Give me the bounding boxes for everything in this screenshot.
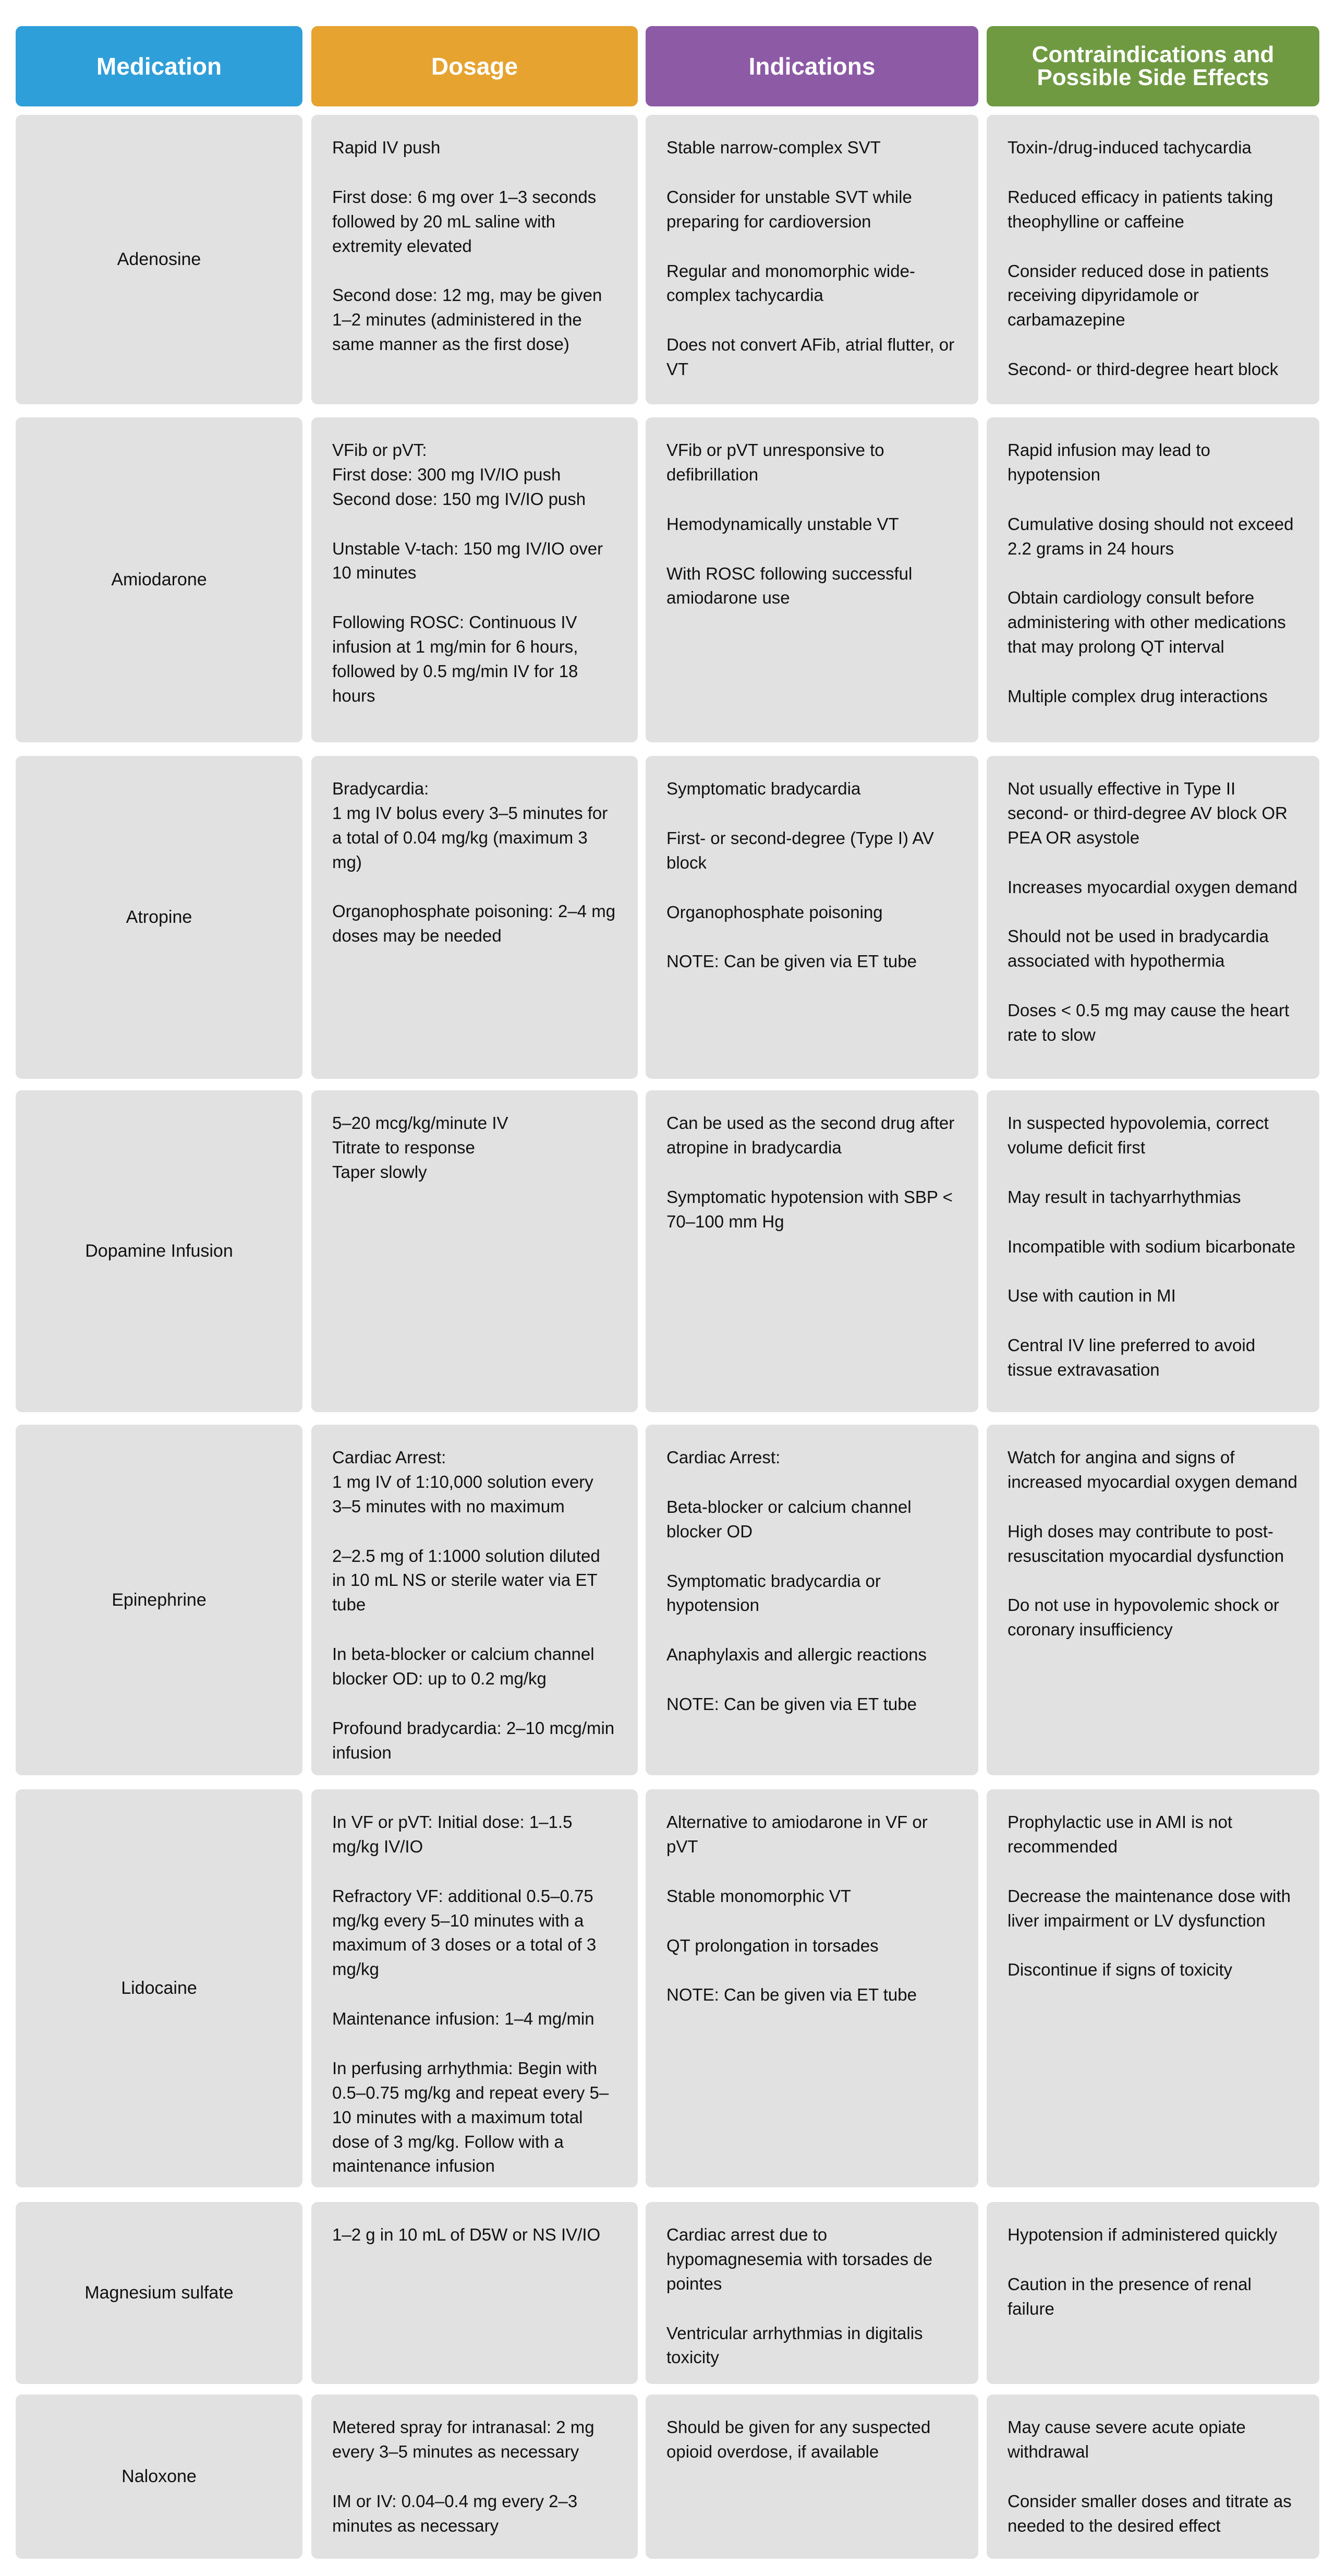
contraindications-text: Cumulative dosing should not exceed 2.2 grams in 24 hours	[1008, 514, 1294, 558]
indications-text: Beta-blocker or calcium channel blocker OD	[666, 1497, 912, 1541]
indications-text: Cardiac Arrest:	[666, 1448, 781, 1467]
medication-name: Amiodarone	[111, 570, 207, 589]
dosage-text: In perfusing arrhythmia: Begin with 0.5–0.75 mg/kg and repeat every 5–10 minutes with a maximum total dose of 3 mg/kg. Follow with a maintenance infusion	[332, 2059, 609, 2176]
contraindications-paragraph	[1008, 1185, 1298, 1210]
contraindications-text: Caution in the presence of renal failure	[1008, 2274, 1252, 2318]
dosage-cell	[311, 756, 638, 1079]
contraindications-text: Toxin-/drug-induced tachycardia	[1008, 138, 1252, 157]
indications-text: Cardiac arrest due to hypomagnesemia with torsades de pointes	[666, 2225, 932, 2293]
dosage-text: Rapid IV push	[332, 138, 441, 157]
indications-text: VFib or pVT unresponsive to defibrillation	[666, 440, 884, 484]
medication-name: Adenosine	[117, 249, 201, 269]
contraindications-paragraph	[1008, 357, 1298, 382]
dosage-text: 5–20 mcg/kg/minute IV	[332, 1113, 508, 1133]
contraindications-cell	[987, 756, 1319, 1079]
medication-name-cell	[16, 417, 302, 742]
contraindications-text: Increases myocardial oxygen demand	[1008, 877, 1297, 897]
header-medication	[16, 26, 302, 106]
dosage-text: Refractory VF: additional 0.5–0.75 mg/kg every 5–10 minutes with a maximum of 3 doses or a total of 3 mg/kg	[332, 1886, 597, 1979]
indications-text: With ROSC following successful amiodarone use	[666, 563, 913, 608]
dosage-text: Second dose: 12 mg, may be given 1–2 minutes (administered in the same manner as the first dose)	[332, 285, 602, 354]
indications-cell	[646, 1090, 978, 1412]
dosage-paragraph	[332, 1716, 617, 1765]
contraindications-paragraph	[1008, 512, 1298, 561]
contraindications-paragraph	[1008, 259, 1298, 333]
dosage-text: IM or IV: 0.04–0.4 mg every 2–3 minutes as necessary	[332, 2491, 578, 2535]
dosage-text: Organophosphate poisoning: 2–4 mg doses may be needed	[332, 901, 616, 946]
dosage-paragraph	[332, 2007, 617, 2031]
contraindications-text: Discontinue if signs of toxicity	[1008, 1960, 1233, 1980]
dosage-cell	[311, 2202, 638, 2384]
indications-paragraph	[666, 2415, 957, 2464]
indications-paragraph	[666, 826, 957, 875]
contraindications-text: Consider reduced dose in patients receiving dipyridamole or carbamazepine	[1008, 261, 1269, 330]
dosage-text: Titrate to response	[332, 1137, 475, 1157]
dosage-paragraph	[332, 2223, 617, 2247]
header-contraindications	[987, 26, 1319, 106]
indications-paragraph	[666, 185, 957, 234]
medication-name-cell	[16, 115, 302, 404]
indications-cell	[646, 2394, 978, 2559]
contraindications-text: Not usually effective in Type II second- or third-degree AV block OR PEA OR asystole	[1008, 779, 1288, 847]
contraindications-text: Rapid infusion may lead to hypotension	[1008, 440, 1210, 484]
dosage-cell	[311, 2394, 638, 2559]
contraindications-text: May result in tachyarrhythmias	[1008, 1187, 1241, 1207]
dosage-text: In beta-blocker or calcium channel blocker OD: up to 0.2 mg/kg	[332, 1644, 594, 1689]
dosage-text: Metered spray for intranasal: 2 mg every 3–5 minutes as necessary	[332, 2417, 594, 2461]
indications-paragraph	[666, 1569, 957, 1618]
medication-name-cell	[16, 1789, 302, 2187]
contraindications-cell	[987, 2394, 1319, 2559]
header-indications	[646, 26, 978, 106]
indications-text: Anaphylaxis and allergic reactions	[666, 1645, 927, 1665]
dosage-text: First dose: 6 mg over 1–3 seconds followed by 20 mL saline with extremity elevated	[332, 187, 597, 256]
indications-paragraph	[666, 512, 957, 537]
dosage-paragraph	[332, 185, 617, 259]
indications-text: NOTE: Can be given via ET tube	[666, 1985, 917, 2005]
indications-text: Ventricular arrhythmias in digitalis toxicity	[666, 2323, 923, 2367]
contraindications-paragraph	[1008, 586, 1298, 659]
indications-text: Stable monomorphic VT	[666, 1886, 851, 1906]
indications-text: Alternative to amiodarone in VF or pVT	[666, 1812, 928, 1856]
indications-text: Stable narrow-complex SVT	[666, 138, 881, 157]
indications-cell	[646, 1789, 978, 2187]
contraindications-paragraph	[1008, 136, 1298, 160]
indications-paragraph	[666, 1934, 957, 1958]
contraindications-text: In suspected hypovolemia, correct volume deficit first	[1008, 1113, 1269, 1157]
header-dosage	[311, 26, 638, 106]
indications-text: NOTE: Can be given via ET tube	[666, 952, 917, 971]
dosage-paragraph	[332, 1544, 617, 1618]
indications-paragraph	[666, 1692, 957, 1717]
contraindications-text: Use with caution in MI	[1008, 1286, 1176, 1306]
contraindications-paragraph	[1008, 1284, 1298, 1308]
dosage-text: Following ROSC: Continuous IV infusion at 1 mg/min for 6 hours, followed by 0.5 mg/min IV for 18 hours	[332, 612, 578, 705]
indications-paragraph	[666, 2321, 957, 2370]
indications-text: Hemodynamically unstable VT	[666, 514, 899, 534]
contraindications-paragraph	[1008, 1884, 1298, 1933]
indications-paragraph	[666, 777, 957, 801]
dosage-text: Maintenance infusion: 1–4 mg/min	[332, 2009, 594, 2029]
header-medication-label: Medication	[96, 53, 222, 80]
indications-paragraph	[666, 949, 957, 974]
contraindications-text: Watch for angina and signs of increased myocardial oxygen demand	[1008, 1448, 1297, 1491]
indications-cell	[646, 115, 978, 404]
contraindications-paragraph	[1008, 1958, 1298, 1982]
indications-paragraph	[666, 1495, 957, 1544]
indications-text: QT prolongation in torsades	[666, 1935, 879, 1955]
dosage-text: In VF or pVT: Initial dose: 1–1.5 mg/kg IV/IO	[332, 1812, 573, 1856]
medication-name: Lidocaine	[121, 1978, 197, 1998]
contraindications-text: Hypotension if administered quickly	[1008, 2225, 1278, 2244]
indications-paragraph	[666, 333, 957, 382]
contraindications-text: Doses < 0.5 mg may cause the heart rate to slow	[1008, 1001, 1290, 1045]
medication-name-cell	[16, 2202, 302, 2384]
indications-cell	[646, 2202, 978, 2384]
contraindications-text: Multiple complex drug interactions	[1008, 687, 1268, 706]
medication-name-cell	[16, 1425, 302, 1775]
dosage-paragraph	[332, 2415, 617, 2464]
indications-paragraph	[666, 1983, 957, 2007]
dosage-paragraph	[332, 2056, 617, 2178]
contraindications-text: High doses may contribute to post-resuscitation myocardial dysfunction	[1008, 1521, 1284, 1566]
indications-text: Does not convert AFib, atrial flutter, or VT	[666, 335, 955, 379]
indications-paragraph	[666, 1111, 957, 1160]
dosage-text: Taper slowly	[332, 1162, 427, 1182]
dosage-text: Unstable V-tach: 150 mg IV/IO over 10 minutes	[332, 538, 603, 583]
contraindications-text: Prophylactic use in AMI is not recommended	[1008, 1812, 1233, 1856]
dosage-text: Second dose: 150 mg IV/IO push	[332, 489, 586, 509]
contraindications-cell	[987, 417, 1319, 742]
dosage-text: Profound bradycardia: 2–10 mcg/min infusion	[332, 1718, 615, 1762]
indications-text: Regular and monomorphic wide-complex tachycardia	[666, 261, 915, 305]
header-contraindications-label-line2: Possible Side Effects	[1037, 65, 1269, 90]
medication-name: Atropine	[126, 907, 192, 927]
contraindications-paragraph	[1008, 1446, 1298, 1495]
medication-name: Magnesium sulfate	[84, 2283, 234, 2303]
contraindications-text: Central IV line preferred to avoid tissue extravasation	[1008, 1335, 1256, 1380]
dosage-text: 1 mg IV bolus every 3–5 minutes for a total of 0.04 mg/kg (maximum 3 mg)	[332, 803, 608, 872]
contraindications-cell	[987, 115, 1319, 404]
contraindications-text: Should not be used in bradycardia associated with hypothermia	[1008, 926, 1269, 971]
dosage-paragraph	[332, 1884, 617, 1982]
header-dosage-label: Dosage	[431, 53, 518, 80]
indications-cell	[646, 756, 978, 1079]
header-contraindications-label-line1: Contraindications and	[1031, 42, 1275, 67]
contraindications-text: Reduced efficacy in patients taking theophylline or caffeine	[1008, 187, 1273, 231]
dosage-paragraph	[332, 1810, 617, 1859]
dosage-text: Cardiac Arrest:	[332, 1448, 446, 1467]
dosage-paragraph	[332, 283, 617, 357]
medication-name-cell	[16, 756, 302, 1079]
dosage-paragraph	[332, 136, 617, 160]
indications-paragraph	[666, 1810, 957, 1859]
indications-text: Should be given for any suspected opioid overdose, if available	[666, 2417, 931, 2461]
contraindications-paragraph	[1008, 438, 1298, 487]
contraindications-text: Decrease the maintenance dose with liver impairment or LV dysfunction	[1008, 1886, 1291, 1930]
contraindications-paragraph	[1008, 2415, 1298, 2464]
contraindications-paragraph	[1008, 2489, 1298, 2538]
indications-paragraph	[666, 2223, 957, 2296]
indications-paragraph	[666, 562, 957, 611]
dosage-cell	[311, 115, 638, 404]
indications-paragraph	[666, 1185, 957, 1234]
dosage-cell	[311, 1090, 638, 1412]
indications-paragraph	[666, 1643, 957, 1667]
indications-text: Organophosphate poisoning	[666, 902, 883, 922]
dosage-paragraph	[332, 1642, 617, 1691]
indications-paragraph	[666, 1884, 957, 1909]
dosage-text: Bradycardia:	[332, 779, 429, 798]
contraindications-text: Second- or third-degree heart block	[1008, 359, 1279, 379]
indications-paragraph	[666, 136, 957, 160]
dosage-paragraph	[332, 2489, 617, 2538]
medication-name: Naloxone	[122, 2466, 197, 2486]
dosage-paragraph	[332, 899, 617, 948]
indications-text: NOTE: Can be given via ET tube	[666, 1694, 917, 1714]
contraindications-text: Obtain cardiology consult before administering with other medications that may prolong QT interval	[1008, 588, 1286, 657]
contraindications-paragraph	[1008, 2272, 1298, 2321]
contraindications-paragraph	[1008, 924, 1298, 973]
dosage-text: 1–2 g in 10 mL of D5W or NS IV/IO	[332, 2225, 601, 2244]
medication-name-cell	[16, 2394, 302, 2559]
contraindications-cell	[987, 1090, 1319, 1412]
medication-name: Dopamine Infusion	[85, 1241, 233, 1261]
dosage-paragraph	[332, 537, 617, 586]
dosage-cell	[311, 1425, 638, 1775]
indications-cell	[646, 417, 978, 742]
indications-paragraph	[666, 1446, 957, 1470]
medication-name: Epinephrine	[112, 1590, 207, 1610]
contraindications-text: Do not use in hypovolemic shock or coronary insufficiency	[1008, 1595, 1279, 1640]
indications-paragraph	[666, 900, 957, 925]
contraindications-text: May cause severe acute opiate withdrawal	[1008, 2417, 1246, 2461]
dosage-cell	[311, 1789, 638, 2187]
contraindications-paragraph	[1008, 684, 1298, 709]
contraindications-cell	[987, 2202, 1319, 2384]
indications-text: Can be used as the second drug after atropine in bradycardia	[666, 1113, 955, 1157]
dosage-text: First dose: 300 mg IV/IO push	[332, 464, 561, 484]
indications-text: First- or second-degree (Type I) AV block	[666, 828, 934, 872]
contraindications-paragraph	[1008, 1333, 1298, 1382]
indications-paragraph	[666, 259, 957, 308]
contraindications-paragraph	[1008, 1111, 1298, 1160]
contraindications-paragraph	[1008, 998, 1298, 1048]
dosage-paragraph	[332, 610, 617, 708]
contraindications-paragraph	[1008, 1593, 1298, 1642]
dosage-paragraph	[332, 777, 617, 874]
contraindications-text: Consider smaller doses and titrate as needed to the desired effect	[1008, 2491, 1292, 2535]
dosage-text: 1 mg IV of 1:10,000 solution every 3–5 minutes with no maximum	[332, 1472, 593, 1516]
contraindications-paragraph	[1008, 1235, 1298, 1259]
dosage-cell	[311, 417, 638, 742]
header-indications-label: Indications	[748, 53, 876, 80]
contraindications-paragraph	[1008, 875, 1298, 900]
dosage-text: 2–2.5 mg of 1:1000 solution diluted in 10 mL NS or sterile water via ET tube	[332, 1546, 600, 1615]
indications-cell	[646, 1425, 978, 1775]
contraindications-paragraph	[1008, 1810, 1298, 1859]
dosage-paragraph	[332, 438, 617, 512]
contraindications-paragraph	[1008, 2223, 1298, 2247]
indications-text: Symptomatic bradycardia or hypotension	[666, 1571, 881, 1615]
contraindications-paragraph	[1008, 1520, 1298, 1569]
contraindications-text: Incompatible with sodium bicarbonate	[1008, 1236, 1296, 1256]
indications-text: Symptomatic bradycardia	[666, 779, 861, 798]
contraindications-paragraph	[1008, 185, 1298, 234]
dosage-text: VFib or pVT:	[332, 440, 427, 460]
indications-paragraph	[666, 438, 957, 487]
dosage-paragraph	[332, 1111, 617, 1185]
indications-text: Symptomatic hypotension with SBP < 70–100 mm Hg	[666, 1187, 953, 1231]
contraindications-cell	[987, 1425, 1319, 1775]
indications-text: Consider for unstable SVT while preparing for cardioversion	[666, 187, 912, 231]
medication-name-cell	[16, 1090, 302, 1412]
contraindications-paragraph	[1008, 777, 1298, 850]
dosage-paragraph	[332, 1446, 617, 1519]
contraindications-cell	[987, 1789, 1319, 2187]
